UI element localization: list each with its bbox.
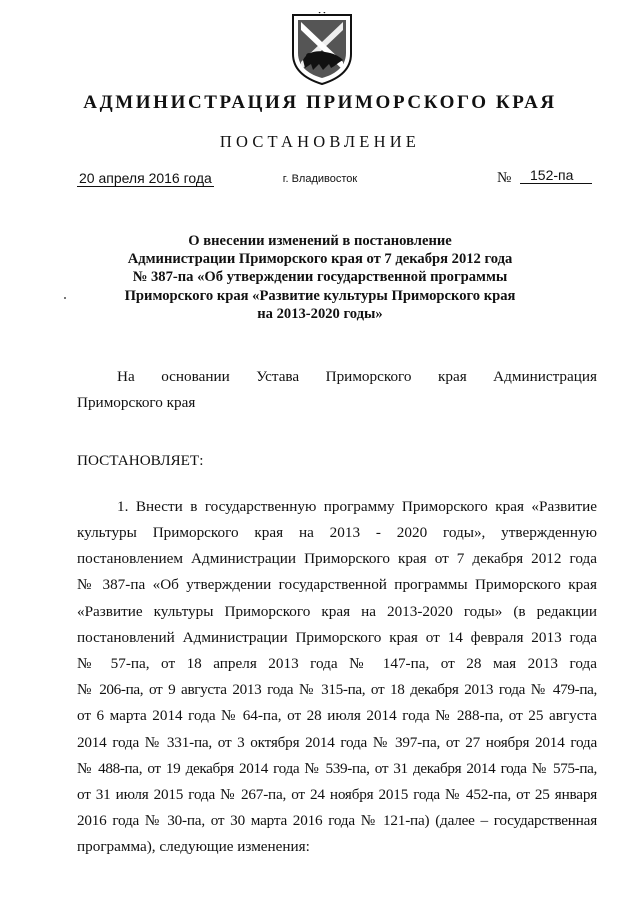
number-sign: № — [497, 170, 512, 186]
document-type: ПОСТАНОВЛЕНИЕ — [219, 132, 421, 151]
document-number: 152-па — [520, 168, 592, 184]
paragraph-line: № 206-па, от 9 августа 2013 года № 315-па, от 18 декабря 2013 года № 479-па, — [77, 681, 597, 698]
paragraph-line: № 488-па, от 19 декабря 2014 года № 539-па, от 31 декабря 2014 года № 575-па, — [77, 760, 597, 777]
paragraph-line: от 31 июля 2015 года № 267-па, от 24 ноября 2015 года № 452-па, от 25 января — [77, 786, 597, 803]
paragraph-line: 2014 года № 331-па, от 3 октября 2014 года № 397-па, от 27 ноября 2014 года — [77, 734, 597, 751]
preamble-line: На основании Устава Приморского края Администрация — [117, 368, 597, 385]
paragraph-line: постановлений Администрации Приморского края от 14 февраля 2013 года — [77, 629, 597, 646]
coat-of-arms-icon — [289, 12, 355, 86]
paragraph-line: от 6 марта 2014 года № 64-па, от 28 июля 2014 года № 288-па, от 25 августа — [77, 707, 597, 724]
paragraph-line: постановлением Администрации Приморского края от 7 декабря 2012 года — [77, 550, 597, 567]
heading-line: № 387-па «Об утверждении государственной программы — [132, 269, 508, 286]
document-heading — [100, 232, 540, 323]
document-city: г. Владивосток — [282, 173, 358, 185]
paragraph-line: «Развитие культуры Приморского края на 2013-2020 годы» (в редакции — [77, 603, 597, 620]
resolves-heading: ПОСТАНОВЛЯЕТ: — [77, 452, 204, 469]
document-date: 20 апреля 2016 года — [79, 170, 212, 186]
heading-line: на 2013-2020 годы» — [257, 305, 383, 322]
paragraph-line: № 387-па «Об утверждении государственной программы Приморского края — [77, 576, 597, 593]
heading-line: Приморского края «Развитие культуры Приморского края — [124, 287, 516, 304]
paragraph-line: № 57-па, от 18 апреля 2013 года № 147-па, от 28 мая 2013 года — [77, 655, 597, 672]
margin-dot — [64, 297, 66, 299]
paragraph-line: программа), следующие изменения: — [77, 838, 310, 855]
paragraph-line: 1. Внести в государственную программу Приморского края «Развитие — [117, 498, 597, 515]
paragraph-line: 2016 года № 30-па, от 30 марта 2016 года № 121-па) (далее – государственная — [77, 812, 597, 829]
preamble-line: Приморского края — [77, 394, 196, 411]
organization-title: АДМИНИСТРАЦИЯ ПРИМОРСКОГО КРАЯ — [83, 92, 557, 113]
heading-line: О внесении изменений в постановление — [188, 233, 452, 249]
paragraph-line: культуры Приморского края на 2013 - 2020 годы», утвержденную — [77, 524, 597, 541]
heading-line: Администрации Приморского края от 7 декабря 2012 года — [127, 251, 513, 268]
